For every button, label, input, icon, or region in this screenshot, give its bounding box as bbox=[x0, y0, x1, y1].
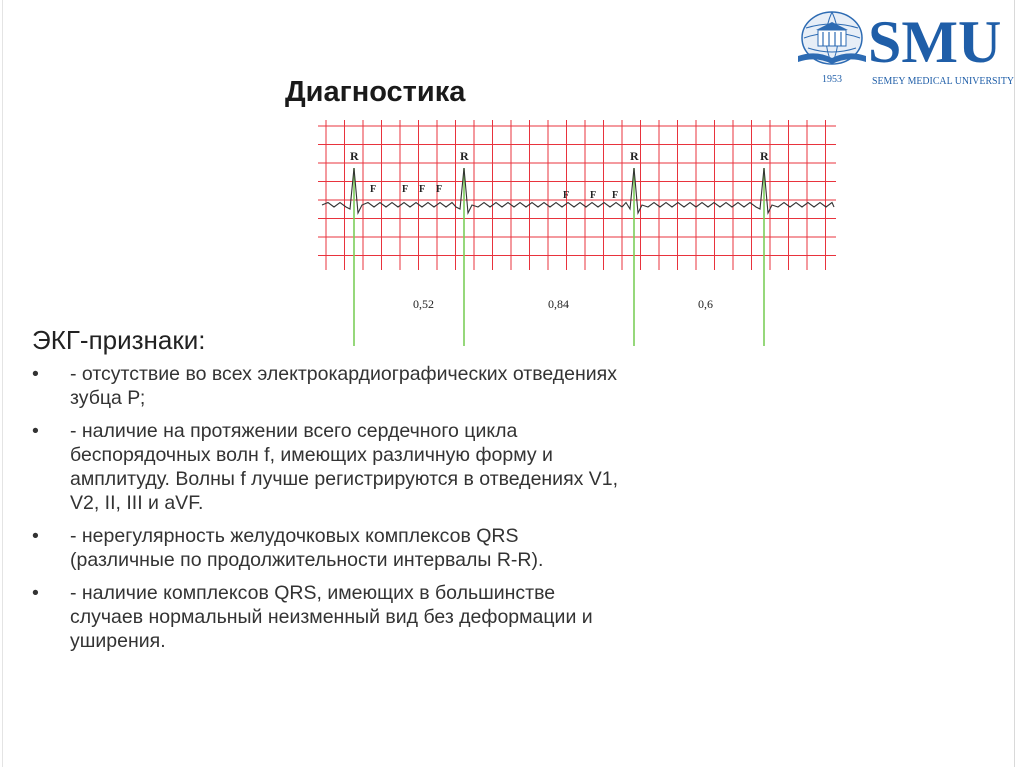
ecg-signs-heading: ЭКГ-признаки: bbox=[32, 325, 206, 355]
r-wave-label: R bbox=[630, 149, 639, 163]
bullet-point: • bbox=[32, 363, 39, 385]
ecg-signs-list bbox=[32, 362, 622, 662]
ecg-strip bbox=[318, 118, 838, 348]
bullet-point: • bbox=[32, 582, 39, 604]
list-item bbox=[32, 581, 622, 653]
bullet-point: • bbox=[32, 420, 39, 442]
r-wave-label: R bbox=[460, 149, 469, 163]
list-item bbox=[32, 419, 622, 515]
list-item bbox=[32, 524, 622, 572]
university-logo bbox=[790, 0, 1016, 92]
ecg-grid bbox=[318, 120, 836, 270]
list-item-text: - отсутствие во всех электрокардиографических отведениях зубца Р; bbox=[70, 363, 617, 409]
f-wave-label: F bbox=[436, 184, 443, 195]
f-wave-label: F bbox=[419, 184, 426, 195]
logo-year: 1953 bbox=[822, 74, 842, 85]
logo-subtitle: SEMEY MEDICAL UNIVERSITY bbox=[872, 76, 1015, 87]
list-item-text: - нерегулярность желудочковых комплексов QRS (различные по продолжительности интервалы R-R). bbox=[70, 525, 544, 571]
f-wave-label: F bbox=[612, 190, 619, 201]
f-wave-label: F bbox=[563, 190, 570, 201]
ecg-labels bbox=[350, 149, 769, 311]
list-item bbox=[32, 362, 622, 410]
r-wave-label: R bbox=[760, 149, 769, 163]
f-wave-label: F bbox=[370, 184, 377, 195]
list-item-text: - наличие комплексов QRS, имеющих в большинстве случаев нормальный неизменный вид без деформации и уширения. bbox=[70, 582, 593, 652]
rr-interval-label: 0,52 bbox=[413, 297, 434, 311]
f-wave-label: F bbox=[402, 184, 409, 195]
ecg-markers bbox=[354, 168, 764, 346]
bullet-point: • bbox=[32, 525, 39, 547]
r-wave-label: R bbox=[350, 149, 359, 163]
rr-interval-label: 0,84 bbox=[548, 297, 569, 311]
ecg-trace bbox=[322, 168, 834, 213]
list-item-text: - наличие на протяжении всего сердечного цикла беспорядочных волн f, имеющих различную форму и амплитуду. Волны f лучше регистрируются в отведениях V1, V2, II, III и aVF. bbox=[70, 420, 619, 514]
slide-right-edge bbox=[1014, 0, 1015, 767]
slide-left-edge bbox=[2, 0, 3, 767]
logo-wordmark: SMU bbox=[868, 9, 1002, 75]
slide-title: Диагностика bbox=[285, 76, 466, 108]
rr-interval-label: 0,6 bbox=[698, 297, 713, 311]
f-wave-label: F bbox=[590, 190, 597, 201]
globe-emblem-icon bbox=[798, 12, 866, 64]
